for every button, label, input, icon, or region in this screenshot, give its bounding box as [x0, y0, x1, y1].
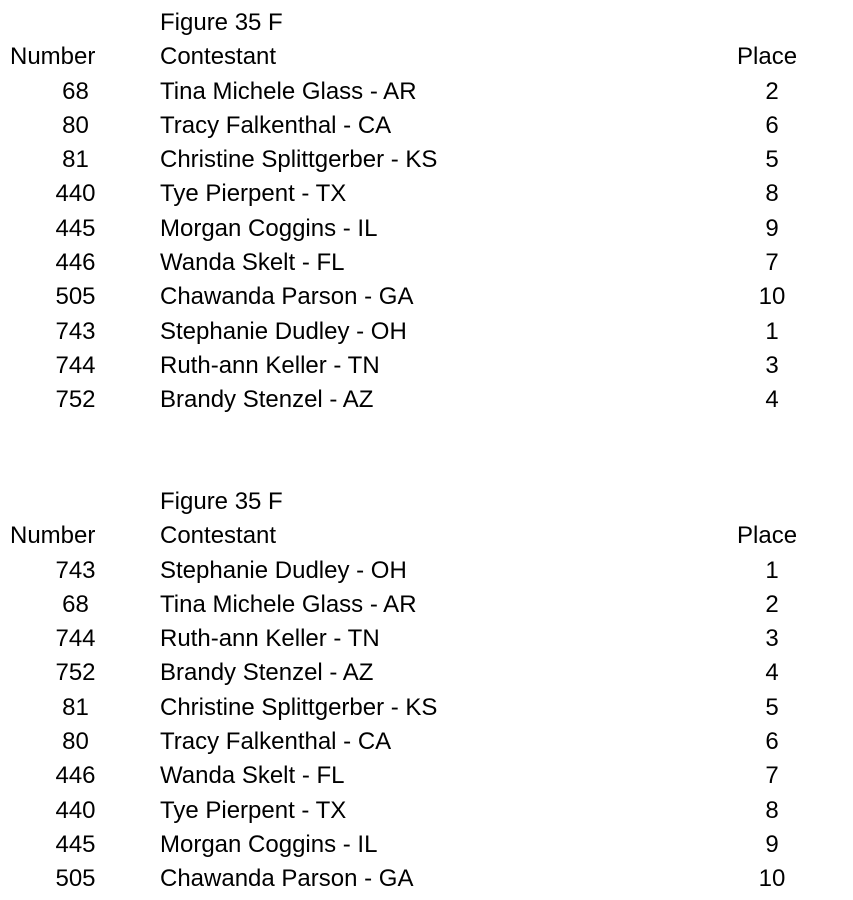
contestant-place: 5	[765, 693, 779, 721]
contestant-number: 81	[62, 146, 89, 174]
contestant-name: Brandy Stenzel - AZ	[160, 659, 374, 687]
contestant-place: 10	[758, 865, 786, 893]
contestant-number: 440	[55, 796, 96, 824]
table-row	[0, 75, 853, 109]
contestant-number: 80	[62, 111, 89, 139]
table-row	[0, 794, 853, 828]
contestant-name: Stephanie Dudley - OH	[160, 556, 407, 584]
contestant-name: Tracy Falkenthal - CA	[160, 728, 392, 756]
table-body	[0, 75, 853, 418]
contestant-name: Christine Splittgerber - KS	[160, 146, 438, 174]
contestant-name: Morgan Coggins - IL	[160, 214, 378, 242]
table-row	[0, 656, 853, 690]
contestant-number: 752	[55, 386, 96, 414]
table-row	[0, 862, 853, 896]
results-table-by-number	[0, 6, 853, 418]
contestant-number: 505	[55, 283, 96, 311]
contestant-number: 744	[55, 625, 96, 653]
table-row	[0, 246, 853, 280]
contestant-place: 3	[765, 625, 779, 653]
contestant-name: Chawanda Parson - GA	[160, 865, 414, 893]
contestant-number: 446	[55, 762, 96, 790]
table-row	[0, 349, 853, 383]
table-row	[0, 177, 853, 211]
contestant-place: 7	[765, 249, 779, 277]
table-header	[0, 40, 853, 74]
contestant-number: 446	[55, 249, 96, 277]
table-header	[0, 519, 853, 553]
table-row	[0, 588, 853, 622]
contestant-number: 743	[55, 556, 96, 584]
place-column-header: Place	[737, 43, 798, 71]
table-row	[0, 280, 853, 314]
number-column-header: Number	[10, 522, 96, 550]
table-row	[0, 725, 853, 759]
contestant-name: Christine Splittgerber - KS	[160, 693, 438, 721]
place-column-header: Place	[737, 522, 798, 550]
contestant-number: 445	[55, 830, 96, 858]
figure-title: Figure 35 F	[160, 488, 283, 515]
contestant-name: Brandy Stenzel - AZ	[160, 386, 374, 414]
contestant-number: 445	[55, 214, 96, 242]
results-table-by-place	[0, 485, 853, 897]
contestant-name: Tina Michele Glass - AR	[160, 590, 417, 618]
table-body	[0, 554, 853, 897]
contestant-place: 10	[758, 283, 786, 311]
contestant-number: 743	[55, 317, 96, 345]
table-row	[0, 622, 853, 656]
contestant-place: 9	[765, 830, 779, 858]
contestant-place: 4	[765, 386, 779, 414]
contestant-name: Tina Michele Glass - AR	[160, 77, 417, 105]
figure-title-row	[0, 485, 853, 519]
contestant-place: 8	[765, 796, 779, 824]
table-row	[0, 143, 853, 177]
contestant-place: 3	[765, 351, 779, 379]
figure-title-row	[0, 6, 853, 40]
table-row	[0, 691, 853, 725]
contestant-name: Morgan Coggins - IL	[160, 830, 378, 858]
contestant-number: 505	[55, 865, 96, 893]
table-row	[0, 383, 853, 417]
contestant-name: Ruth-ann Keller - TN	[160, 625, 380, 653]
contestant-name: Ruth-ann Keller - TN	[160, 351, 380, 379]
table-row	[0, 109, 853, 143]
contestant-name: Tracy Falkenthal - CA	[160, 111, 392, 139]
contestant-place: 2	[765, 77, 779, 105]
table-row	[0, 828, 853, 862]
contestant-place: 2	[765, 590, 779, 618]
table-row	[0, 212, 853, 246]
contestant-number: 440	[55, 180, 96, 208]
contestant-number: 68	[62, 590, 89, 618]
contestant-column-header: Contestant	[160, 522, 277, 550]
contestant-column-header: Contestant	[160, 43, 277, 71]
contestant-place: 4	[765, 659, 779, 687]
contestant-name: Chawanda Parson - GA	[160, 283, 414, 311]
number-column-header: Number	[10, 43, 96, 71]
contestant-name: Wanda Skelt - FL	[160, 249, 345, 277]
contestant-place: 7	[765, 762, 779, 790]
contestant-name: Tye Pierpent - TX	[160, 180, 347, 208]
contestant-place: 6	[765, 111, 779, 139]
figure-title: Figure 35 F	[160, 9, 283, 36]
contestant-number: 752	[55, 659, 96, 687]
contestant-number: 68	[62, 77, 89, 105]
table-row	[0, 759, 853, 793]
contestant-name: Wanda Skelt - FL	[160, 762, 345, 790]
table-row	[0, 315, 853, 349]
contestant-place: 6	[765, 728, 779, 756]
contestant-number: 81	[62, 693, 89, 721]
contestant-place: 5	[765, 146, 779, 174]
contestant-name: Tye Pierpent - TX	[160, 796, 347, 824]
contestant-number: 744	[55, 351, 96, 379]
table-row	[0, 554, 853, 588]
contestant-place: 9	[765, 214, 779, 242]
contestant-place: 8	[765, 180, 779, 208]
contestant-place: 1	[765, 317, 779, 345]
contestant-place: 1	[765, 556, 779, 584]
contestant-number: 80	[62, 728, 89, 756]
contestant-name: Stephanie Dudley - OH	[160, 317, 407, 345]
